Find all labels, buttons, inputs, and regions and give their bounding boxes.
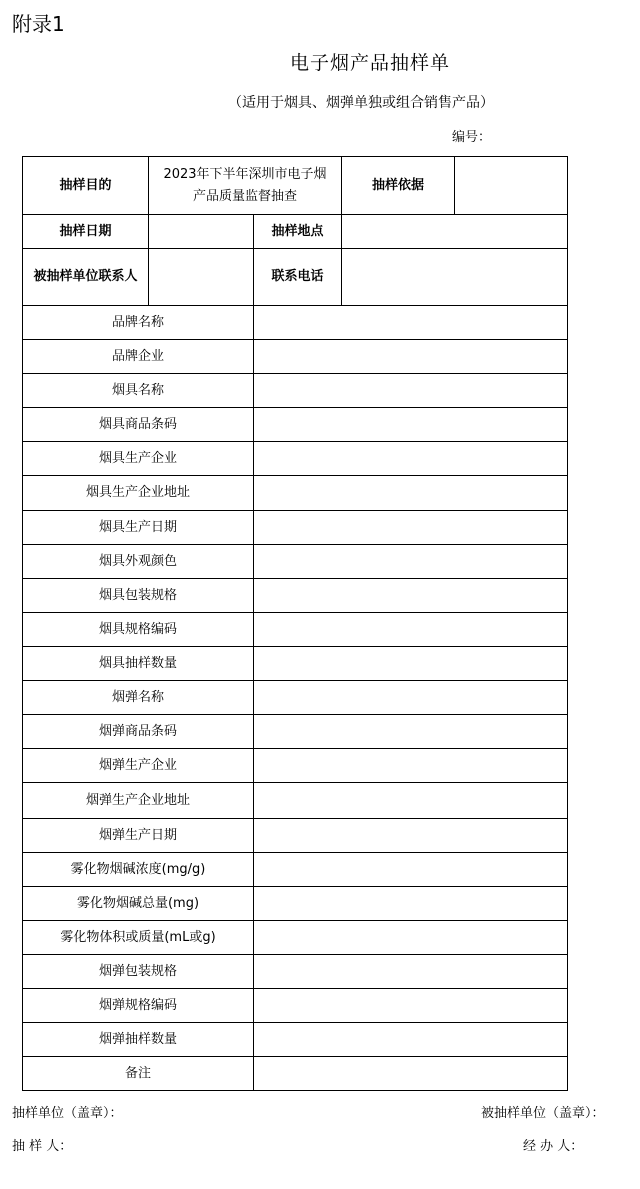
sampler-label: 抽 样 人： [12, 1139, 73, 1154]
field-label: 烟具名称 [23, 374, 254, 408]
field-row [23, 989, 568, 1023]
field-label: 烟弹生产日期 [23, 819, 254, 853]
field-row [23, 715, 568, 749]
sampled-contact-label: 被抽样单位联系人 [23, 249, 149, 306]
form-title: 电子烟产品抽样单 [289, 52, 450, 74]
field-row [23, 1057, 568, 1091]
field-value[interactable] [254, 955, 568, 989]
field-label: 烟弹商品条码 [23, 715, 254, 749]
field-row [23, 1023, 568, 1057]
field-row [23, 511, 568, 545]
field-value[interactable] [254, 579, 568, 613]
field-label: 雾化物体积或质量(mL或g) [23, 921, 254, 955]
field-label: 烟弹包装规格 [23, 955, 254, 989]
field-row [23, 921, 568, 955]
field-label: 烟具生产企业地址 [23, 476, 254, 511]
field-row [23, 579, 568, 613]
field-row [23, 887, 568, 921]
field-row [23, 853, 568, 887]
serial-number-label: 编号： [452, 130, 492, 145]
field-value[interactable] [254, 681, 568, 715]
appendix-label: 附录1 [12, 12, 65, 36]
sampled-contact-value[interactable] [149, 249, 254, 306]
field-label: 烟弹生产企业 [23, 749, 254, 783]
sampling-form-table [22, 156, 568, 1091]
field-label: 烟弹生产企业地址 [23, 783, 254, 819]
field-value[interactable] [254, 783, 568, 819]
sampling-place-value[interactable] [342, 215, 568, 249]
field-row [23, 819, 568, 853]
field-label: 烟具抽样数量 [23, 647, 254, 681]
field-row [23, 408, 568, 442]
sampling-purpose-label: 抽样目的 [23, 157, 149, 215]
sampling-date-label: 抽样日期 [23, 215, 149, 249]
contact-phone-label: 联系电话 [254, 249, 342, 306]
field-value[interactable] [254, 647, 568, 681]
sampling-purpose-value: 2023年下半年深圳市电子烟产品质量监督抽查 [149, 157, 342, 215]
field-value[interactable] [254, 340, 568, 374]
field-row [23, 374, 568, 408]
product-field-rows [23, 306, 568, 1091]
field-row [23, 613, 568, 647]
field-label: 备注 [23, 1057, 254, 1091]
field-row [23, 306, 568, 340]
handler-label: 经 办 人： [523, 1139, 584, 1154]
field-label: 雾化物烟碱总量(mg) [23, 887, 254, 921]
field-label: 烟具规格编码 [23, 613, 254, 647]
field-value[interactable] [254, 921, 568, 955]
sampled-unit-stamp-label: 被抽样单位（盖章）： [481, 1106, 605, 1121]
field-value[interactable] [254, 511, 568, 545]
field-value[interactable] [254, 476, 568, 511]
field-row [23, 681, 568, 715]
field-label: 烟具商品条码 [23, 408, 254, 442]
field-label: 烟具外观颜色 [23, 545, 254, 579]
field-row [23, 955, 568, 989]
field-row [23, 340, 568, 374]
sampling-basis-label: 抽样依据 [342, 157, 455, 215]
field-row [23, 545, 568, 579]
sampling-date-value[interactable] [149, 215, 254, 249]
field-value[interactable] [254, 853, 568, 887]
field-row [23, 442, 568, 476]
field-label: 烟具生产日期 [23, 511, 254, 545]
field-value[interactable] [254, 887, 568, 921]
field-row [23, 476, 568, 511]
field-value[interactable] [254, 749, 568, 783]
sampling-place-label: 抽样地点 [254, 215, 342, 249]
field-value[interactable] [254, 545, 568, 579]
field-label: 烟弹规格编码 [23, 989, 254, 1023]
field-row [23, 783, 568, 819]
field-label: 烟弹名称 [23, 681, 254, 715]
field-value[interactable] [254, 306, 568, 340]
field-value[interactable] [254, 1023, 568, 1057]
field-value[interactable] [254, 613, 568, 647]
field-row [23, 647, 568, 681]
field-value[interactable] [254, 374, 568, 408]
field-value[interactable] [254, 989, 568, 1023]
field-value[interactable] [254, 442, 568, 476]
field-value[interactable] [254, 819, 568, 853]
field-row [23, 749, 568, 783]
sampling-unit-stamp-label: 抽样单位（盖章）： [12, 1106, 123, 1121]
field-label: 烟具生产企业 [23, 442, 254, 476]
field-label: 烟弹抽样数量 [23, 1023, 254, 1057]
contact-phone-value[interactable] [342, 249, 568, 306]
field-value[interactable] [254, 1057, 568, 1091]
form-subtitle: （适用于烟具、烟弹单独或组合销售产品） [228, 95, 494, 111]
sampling-basis-value[interactable] [455, 157, 568, 215]
field-label: 烟具包装规格 [23, 579, 254, 613]
field-label: 品牌名称 [23, 306, 254, 340]
field-value[interactable] [254, 408, 568, 442]
field-label: 雾化物烟碱浓度(mg/g) [23, 853, 254, 887]
field-label: 品牌企业 [23, 340, 254, 374]
field-value[interactable] [254, 715, 568, 749]
